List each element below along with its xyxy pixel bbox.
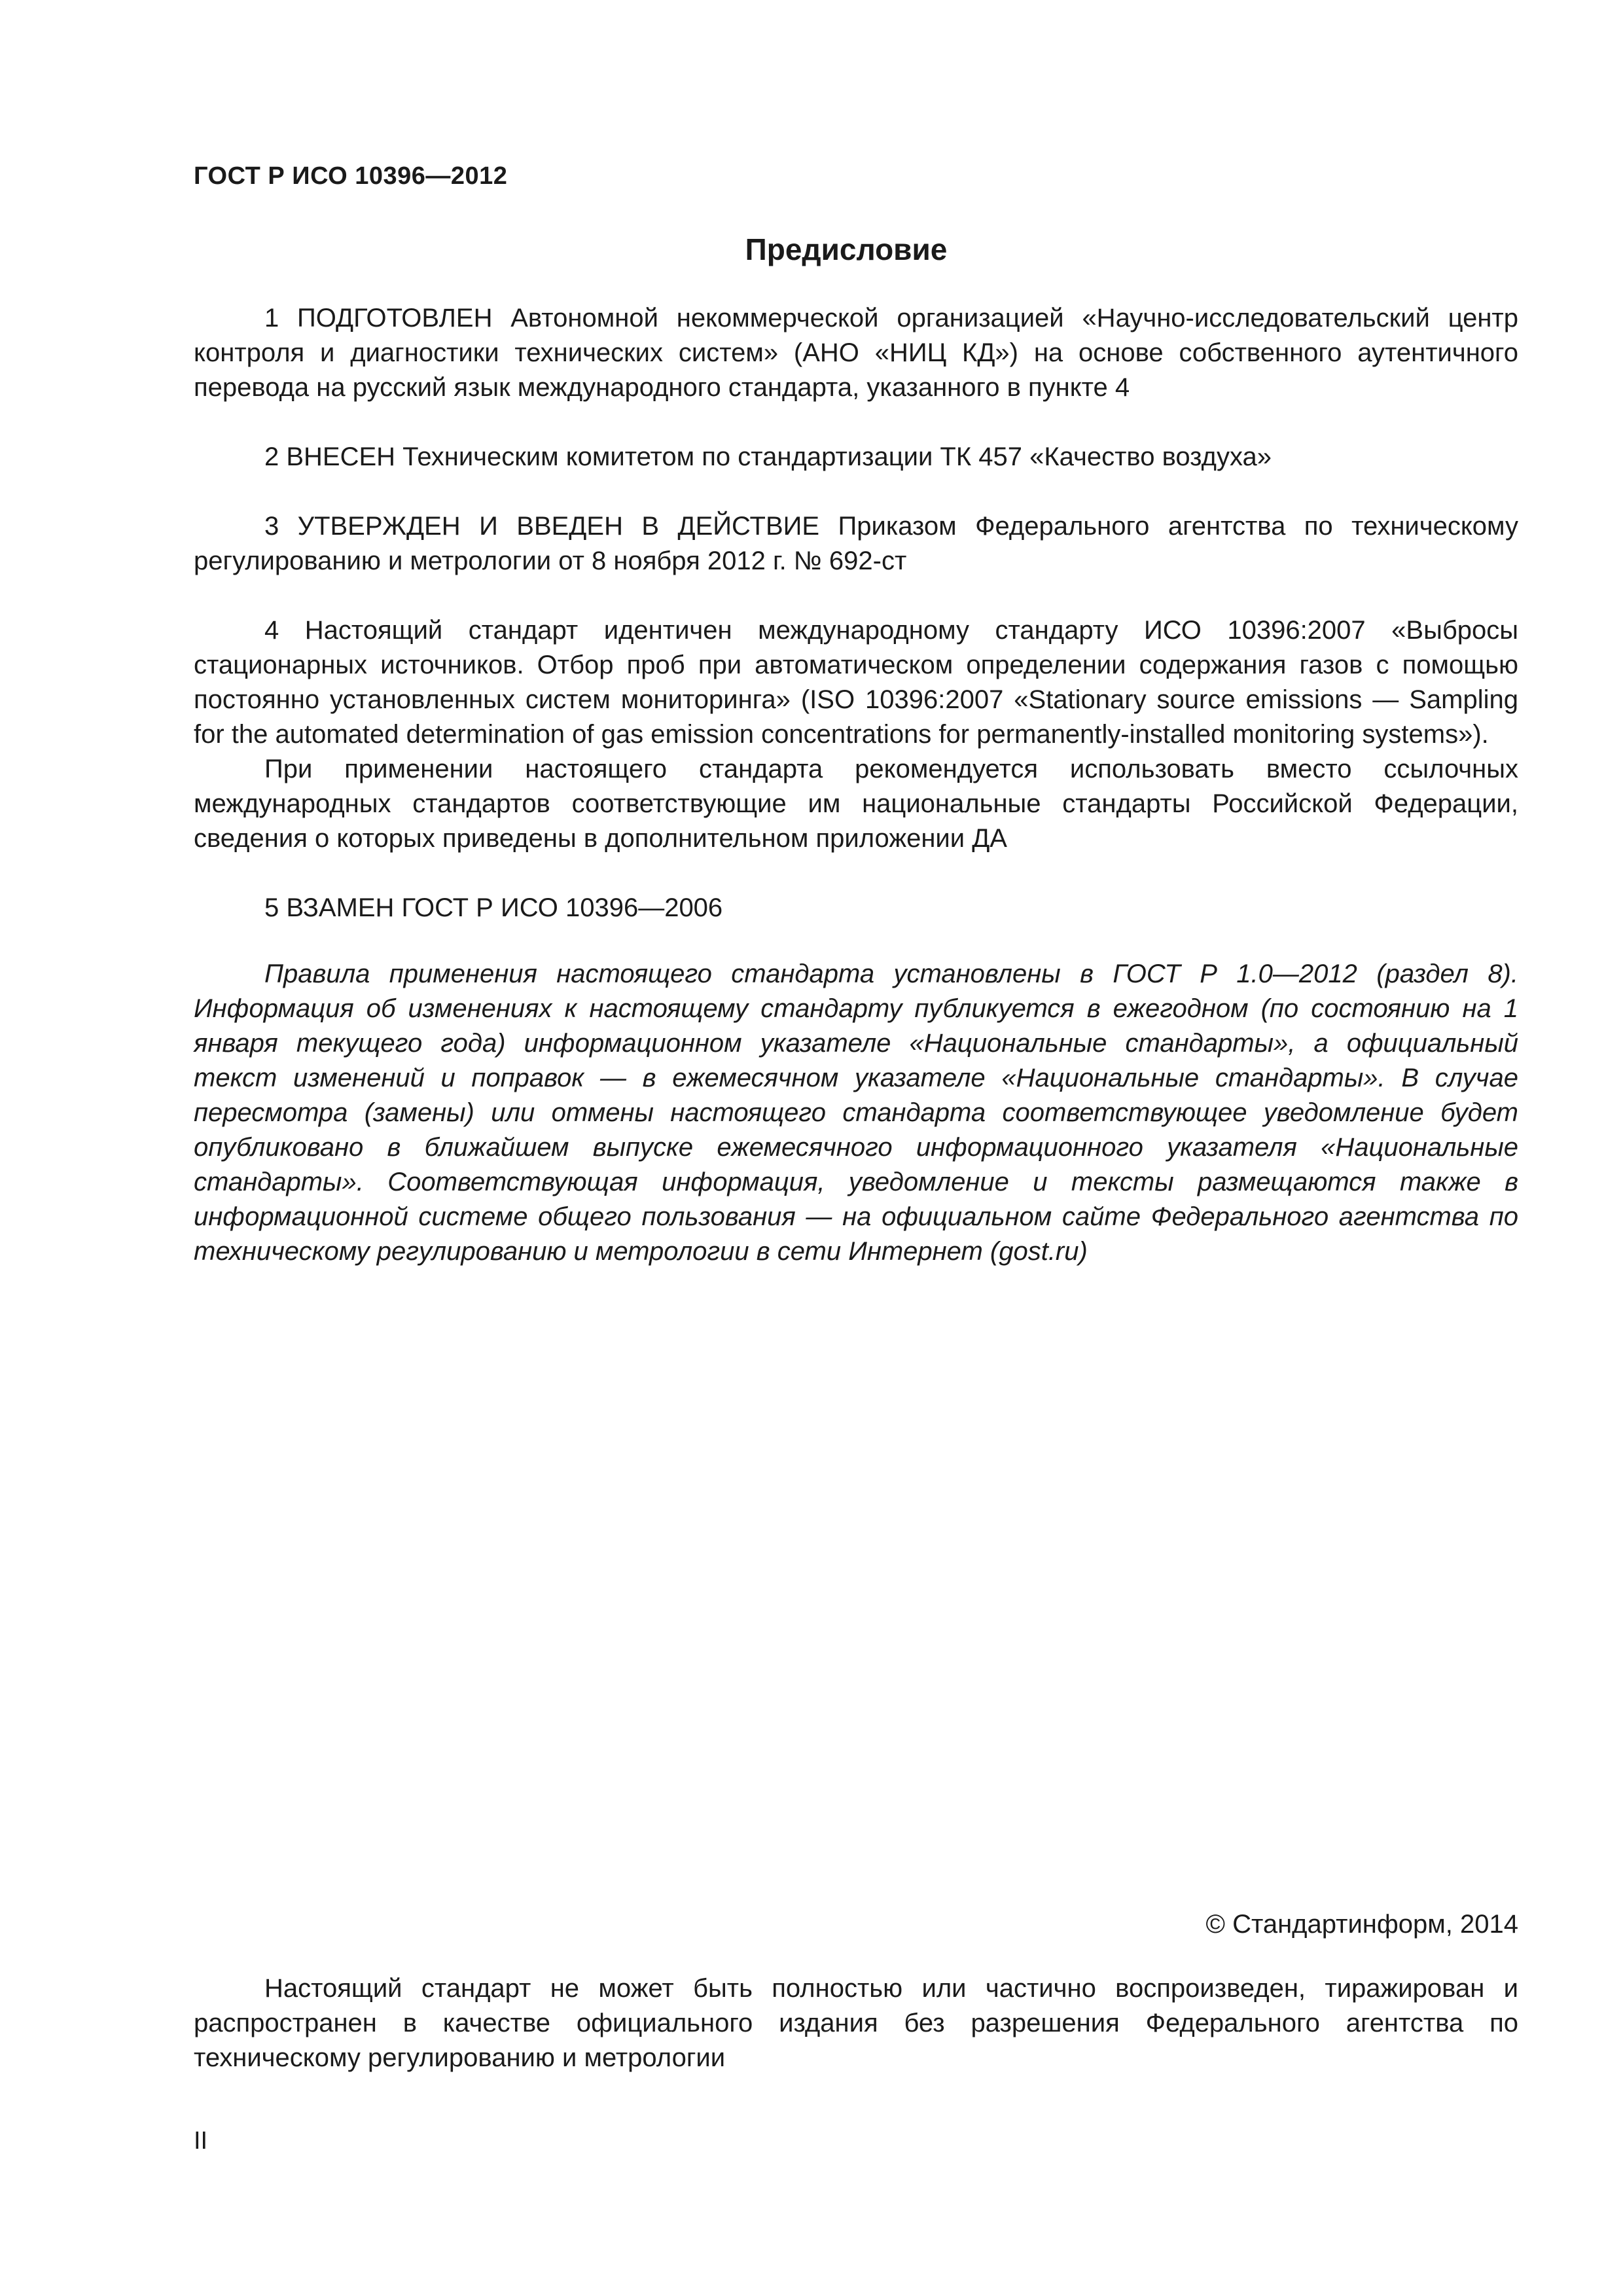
copyright-line: © Стандартинформ, 2014 bbox=[1205, 1910, 1518, 1939]
foreword-item-3: 3 УТВЕРЖДЕН И ВВЕДЕН В ДЕЙСТВИЕ Приказом Федерального агентства по техническому регулированию и метрологии от 8 ноября 2012 г. № 692-ст bbox=[194, 512, 1518, 575]
application-rules-notice bbox=[194, 957, 1518, 1269]
notice-text: Правила применения настоящего стандарта установлены в ГОСТ Р 1.0—2012 (раздел 8). Информация об изменениях к настоящему стандарту публикуется в ежегодном (по состоянию на 1 января текущего года) информационном указателе «Национальные стандарты», а официальный текст изменений и поправок — в ежемесячном указателе «Национальные стандарты». В случае пересмотра (замены) или отмены настоящего стандарта соответствующее уведомление будет опубликовано в ближайшем выпуске ежемесячного информационного указателя «Национальные стандарты». Соответствующая информация, уведомление и тексты размещаются также в информационной системе общего пользования — на официальном сайте Федерального агентства по техническому регулированию и метрологии в сети Интернет (gost.ru) bbox=[194, 960, 1518, 1266]
foreword-item-1: 1 ПОДГОТОВЛЕН Автономной некоммерческой организацией «Научно-исследовательский центр контроля и диагностики технических систем» (АНО «НИЦ КД») на основе собственного аутентичного перевода на русский язык международного стандарта, указанного в пункте 4 bbox=[194, 304, 1518, 402]
legal-text: Настоящий стандарт не может быть полностью или частично воспроизведен, тиражирован и распространен в качестве официального издания без разрешения Федерального агентства по техническому регулированию и метрологии bbox=[194, 1974, 1518, 2072]
legal-notice bbox=[194, 1971, 1518, 2075]
page-title: Предисловие bbox=[745, 232, 948, 266]
foreword-item-5: 5 ВЗАМЕН ГОСТ Р ИСО 10396—2006 bbox=[264, 893, 723, 922]
standard-code-header: ГОСТ Р ИСО 10396—2012 bbox=[194, 162, 508, 190]
page-number: II bbox=[194, 2127, 208, 2155]
foreword-items bbox=[194, 301, 1518, 925]
foreword-item-2: 2 ВНЕСЕН Техническим комитетом по стандартизации ТК 457 «Качество воздуха» bbox=[264, 442, 1272, 471]
foreword-item-4-continuation: При применении настоящего стандарта рекомендуется использовать вместо ссылочных международных стандартов соответствующие им национальные стандарты Российской Федерации, сведения о которых приведены в дополнительном приложении ДА bbox=[194, 755, 1518, 853]
foreword-item-4: 4 Настоящий стандарт идентичен международному стандарту ИСО 10396:2007 «Выбросы стационарных источников. Отбор проб при автоматическом определении содержания газов с помощью постоянно установленных систем мониторинга» (ISO 10396:2007 «Stationary source emissions — Sampling for the automated determination of gas emission concentrations for permanently-installed monitoring systems»). bbox=[194, 616, 1518, 749]
